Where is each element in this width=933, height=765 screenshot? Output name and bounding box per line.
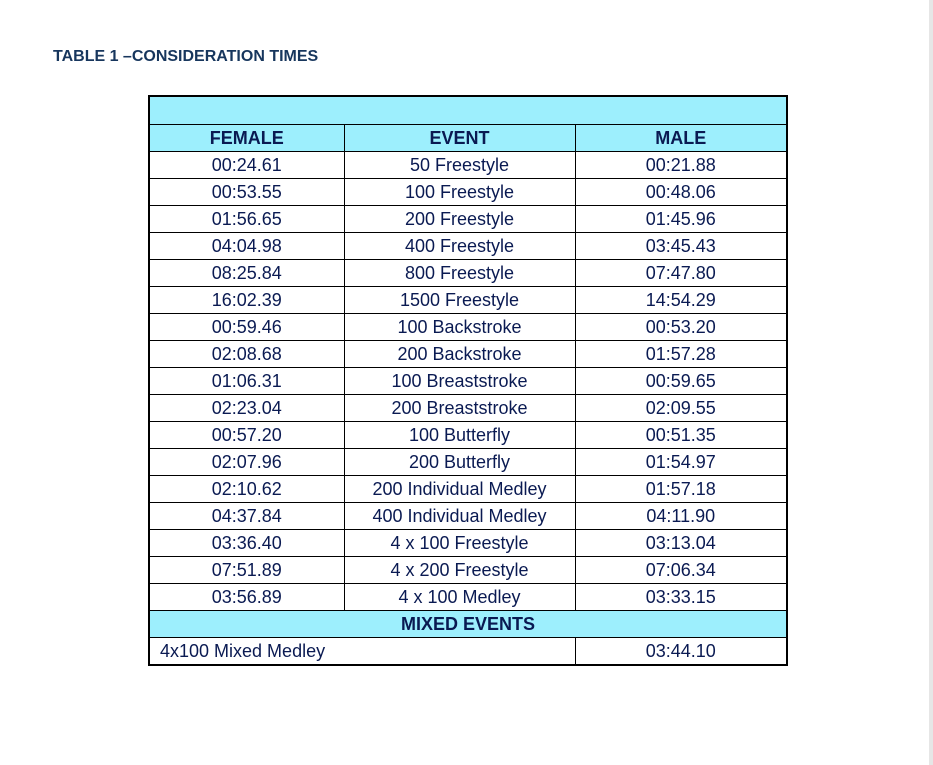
table-row [149, 233, 787, 260]
male-time-cell: 01:54.97 [575, 449, 787, 476]
female-time-cell: 03:56.89 [149, 584, 344, 611]
table-row [149, 395, 787, 422]
male-time-cell: 02:09.55 [575, 395, 787, 422]
female-time-cell: 00:59.46 [149, 314, 344, 341]
mixed-events-heading: MIXED EVENTS [149, 611, 787, 638]
table-row [149, 206, 787, 233]
male-time-cell: 01:57.18 [575, 476, 787, 503]
event-name-cell: 200 Backstroke [344, 341, 575, 368]
male-time-cell: 01:45.96 [575, 206, 787, 233]
event-name-cell: 4 x 100 Freestyle [344, 530, 575, 557]
female-time-cell: 01:06.31 [149, 368, 344, 395]
event-name-cell: 50 Freestyle [344, 152, 575, 179]
female-time-cell: 02:23.04 [149, 395, 344, 422]
male-time-cell: 01:57.28 [575, 341, 787, 368]
table-top-band [149, 96, 787, 125]
event-name-cell: 100 Butterfly [344, 422, 575, 449]
header-event: EVENT [344, 125, 575, 152]
male-time-cell: 00:59.65 [575, 368, 787, 395]
female-time-cell: 08:25.84 [149, 260, 344, 287]
event-name-cell: 1500 Freestyle [344, 287, 575, 314]
female-time-cell: 02:08.68 [149, 341, 344, 368]
male-time-cell: 00:48.06 [575, 179, 787, 206]
header-female: FEMALE [149, 125, 344, 152]
table-title: TABLE 1 –CONSIDERATION TIMES [53, 48, 319, 65]
female-time-cell: 02:10.62 [149, 476, 344, 503]
table-row [149, 314, 787, 341]
table-row [149, 449, 787, 476]
female-time-cell: 01:56.65 [149, 206, 344, 233]
event-name-cell: 400 Freestyle [344, 233, 575, 260]
event-name-cell: 200 Freestyle [344, 206, 575, 233]
table-row [149, 476, 787, 503]
male-time-cell: 07:47.80 [575, 260, 787, 287]
event-name-cell: 200 Breaststroke [344, 395, 575, 422]
female-time-cell: 07:51.89 [149, 557, 344, 584]
male-time-cell: 04:11.90 [575, 503, 787, 530]
consideration-times-table [148, 95, 788, 666]
event-name-cell: 100 Backstroke [344, 314, 575, 341]
event-name-cell: 400 Individual Medley [344, 503, 575, 530]
event-name-cell: 200 Butterfly [344, 449, 575, 476]
female-time-cell: 03:36.40 [149, 530, 344, 557]
male-time-cell: 00:21.88 [575, 152, 787, 179]
table-row [149, 584, 787, 611]
male-time-cell: 14:54.29 [575, 287, 787, 314]
male-time-cell: 03:33.15 [575, 584, 787, 611]
table-row [149, 503, 787, 530]
table-row [149, 530, 787, 557]
mixed-events-header-row [149, 611, 787, 638]
male-time-cell: 00:51.35 [575, 422, 787, 449]
male-time-cell: 00:53.20 [575, 314, 787, 341]
female-time-cell: 04:37.84 [149, 503, 344, 530]
event-name-cell: 4 x 200 Freestyle [344, 557, 575, 584]
event-name-cell: 100 Freestyle [344, 179, 575, 206]
female-time-cell: 00:53.55 [149, 179, 344, 206]
mixed-event-name-cell: 4x100 Mixed Medley [149, 638, 575, 666]
male-time-cell: 07:06.34 [575, 557, 787, 584]
mixed-event-row [149, 638, 787, 666]
event-name-cell: 200 Individual Medley [344, 476, 575, 503]
table-row [149, 422, 787, 449]
table-row [149, 260, 787, 287]
female-time-cell: 02:07.96 [149, 449, 344, 476]
female-time-cell: 16:02.39 [149, 287, 344, 314]
table-row [149, 179, 787, 206]
table-top-band-cell [149, 96, 787, 125]
table-row [149, 557, 787, 584]
female-time-cell: 00:57.20 [149, 422, 344, 449]
header-male: MALE [575, 125, 787, 152]
event-name-cell: 100 Breaststroke [344, 368, 575, 395]
table-row [149, 341, 787, 368]
table-row [149, 368, 787, 395]
male-time-cell: 03:13.04 [575, 530, 787, 557]
table-header-row [149, 125, 787, 152]
mixed-event-time-cell: 03:44.10 [575, 638, 787, 666]
table-row [149, 287, 787, 314]
event-name-cell: 800 Freestyle [344, 260, 575, 287]
female-time-cell: 00:24.61 [149, 152, 344, 179]
page-edge-divider [929, 0, 933, 765]
male-time-cell: 03:45.43 [575, 233, 787, 260]
female-time-cell: 04:04.98 [149, 233, 344, 260]
event-name-cell: 4 x 100 Medley [344, 584, 575, 611]
table-row [149, 152, 787, 179]
